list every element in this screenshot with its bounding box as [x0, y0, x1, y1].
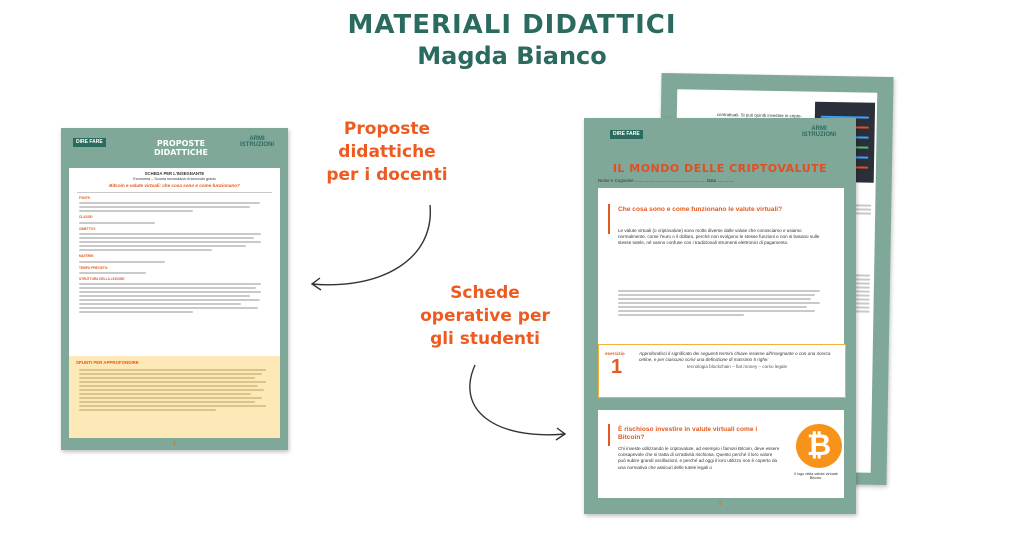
exercise-number: 1 — [611, 356, 623, 378]
dire-fare-logo: DIRE FARE — [610, 130, 643, 139]
scheda-label: SCHEDA PER L'INSEGNANTE — [144, 171, 205, 176]
card-risk-text: Chi investe utilizzando le criptovalute, ad esempio i famosi Bitcoin, deve essere consapevole che si tratta di un'attività rischiosa. Questo perché il loro valore può subire grandi oscillazioni, e perché ad oggi il loro utilizzo non è coperto da una normativa che assicuri delle tutele legali o — [618, 446, 780, 470]
scheda-question: Bitcoin e valute virtuali: che cosa sono e come funzionano? — [109, 183, 240, 188]
student-sheet — [584, 118, 856, 514]
accent-bar — [608, 204, 610, 234]
armi-logo: ARMI ISTRUZIONI — [802, 126, 836, 138]
card-risk-title: È rischioso investire in valute virtuali come i Bitcoin? — [618, 426, 758, 441]
section-classe: CLASSE: — [79, 215, 93, 220]
student-sheet-title: IL MONDO DELLE CRIPTOVALUTE — [612, 162, 828, 175]
arrow-to-docenti-icon — [290, 200, 440, 300]
section-struttura: STRUTTURA DELLA LEZIONE — [79, 277, 125, 282]
back-snippet: contrattuali. Si può quindi investire in cripto-attività, — [716, 111, 802, 119]
teacher-sheet-header — [61, 128, 288, 170]
armi-logo: ARMI ISTRUZIONI — [240, 136, 274, 148]
approfondimenti-text — [79, 367, 274, 413]
exercise-instructions: Approfondisci il significato dei seguenti termini chiave insieme all'insegnante o con una ricerca online, e per ciascuno scrivi una definizione di massimo 5 righe: — [639, 351, 831, 362]
scheda-subtitle: Economia – Scuola secondaria di secondo grado — [133, 177, 216, 181]
section-tempo: TEMPO PREVISTO: — [79, 265, 109, 270]
section-fonte: FONTE: — [79, 196, 91, 200]
teacher-sheet-text — [79, 196, 269, 315]
label-docenti-line3: per i docenti — [326, 165, 448, 185]
label-studenti-line3: gli studenti — [430, 329, 540, 349]
label-docenti — [312, 118, 462, 187]
label-studenti-line2: operative per — [420, 306, 550, 326]
label-docenti-line2: didattiche — [338, 142, 436, 162]
header-author: Magda Bianco — [417, 42, 607, 70]
exercise-text — [639, 351, 835, 370]
header-title: MATERIALI DIDATTICI — [347, 10, 677, 40]
dire-fare-logo: DIRE FARE — [73, 138, 106, 147]
bitcoin-icon: ₿ — [796, 424, 842, 468]
card-what-are-title: Che cosa sono e come funzionano le valute virtuali? — [618, 206, 783, 213]
card-risk — [598, 410, 844, 498]
teacher-sheet-title: PROPOSTE DIDATTICHE — [154, 139, 208, 157]
name-date-line: Nome e Cognome .......................................................... Data .............. — [598, 178, 735, 183]
card-what-are — [598, 188, 844, 356]
exercise-terms: tecnologia blockchain – fiat money – corso legale — [686, 364, 788, 369]
accent-bar — [608, 424, 610, 446]
approfondimenti-title: SPUNTI PER APPROFONDIRE — [76, 360, 139, 365]
section-materie: MATERIE: — [79, 254, 95, 259]
student-sheet-header — [584, 118, 856, 158]
section-obiettivi: OBIETTIVI: — [79, 226, 96, 231]
teacher-page-number: 1 — [173, 441, 176, 447]
arrow-to-studenti-icon — [455, 360, 585, 450]
student-page-number: 1 — [718, 501, 722, 507]
card-what-are-more — [618, 288, 828, 318]
exercise-label: esercizio — [605, 351, 625, 356]
label-studenti-line1: Schede — [450, 283, 520, 303]
teacher-sheet-body — [69, 168, 280, 358]
label-docenti-line1: Proposte — [343, 119, 431, 139]
approfondimenti-box — [69, 356, 280, 438]
divider — [77, 192, 272, 193]
exercise-box — [598, 344, 846, 398]
card-what-are-text: Le valute virtuali (o criptovalute) sono molto diverse dalle valute che conosciamo e usiamo normalmente, come l'euro o il dollaro, perché non svolgono le stesse funzioni e non si basano sulle stesse tutele, né vanno confuse con i tradizionali strumenti elettronici di pagamento. — [618, 228, 820, 246]
teacher-sheet — [61, 128, 288, 450]
bitcoin-caption: Il logo della valuta virtuale Bitcoin. — [794, 472, 838, 480]
